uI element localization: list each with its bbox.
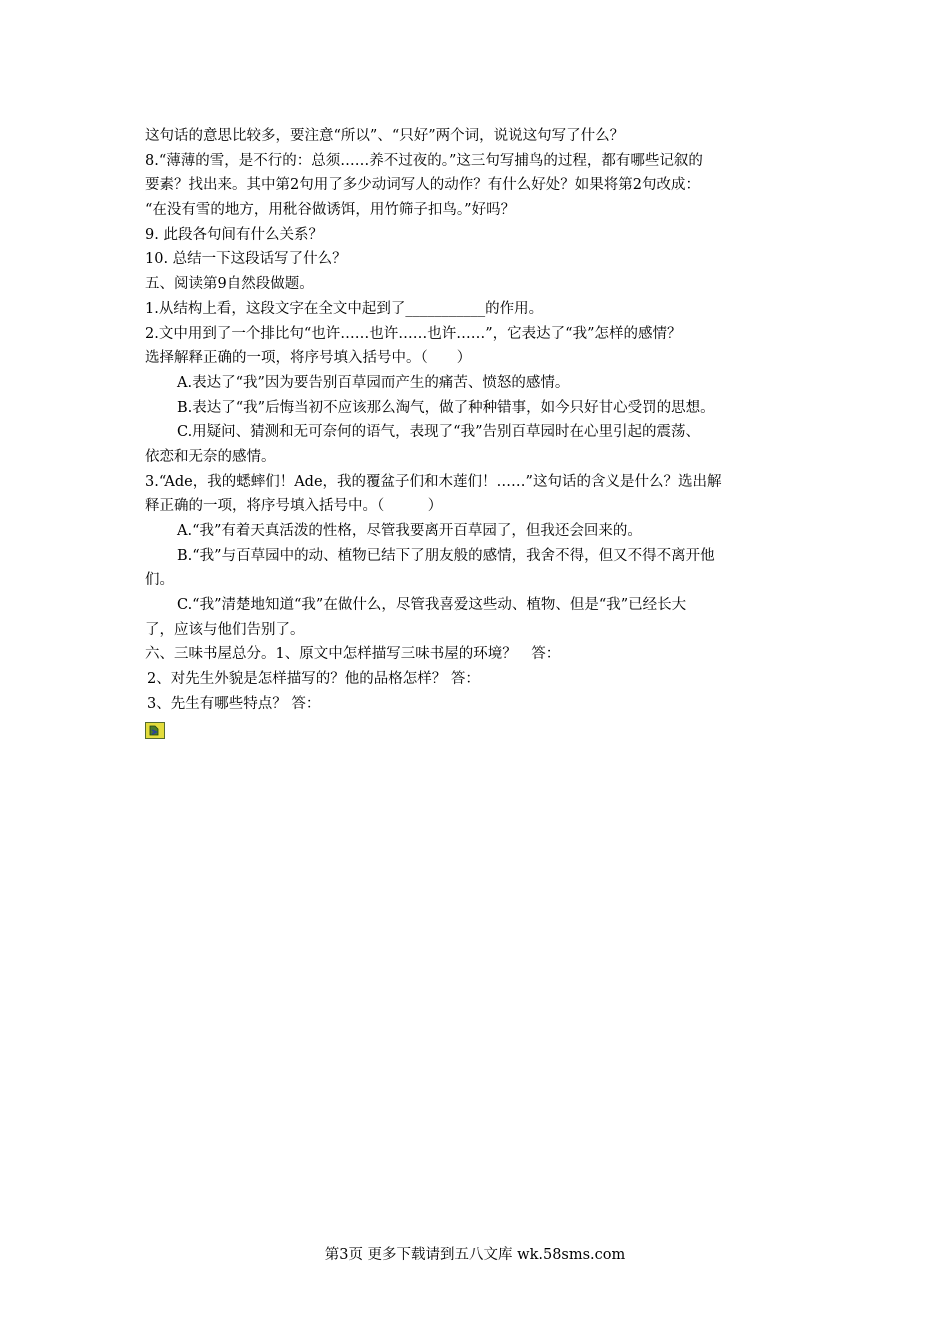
question-8-line: 8.“薄薄的雪，是不行的：总须……养不过夜的。”这三句写捕鸟的过程，都有哪些记叙的: [145, 152, 703, 169]
option-a: A.表达了“我”因为要告别百草园而产生的痛苦、愤怒的感情。: [177, 374, 570, 391]
page-footer: 第3页 更多下载请到五八文库 wk.58sms.com: [324, 1247, 626, 1263]
section-6-question-2: 2、对先生外貌是怎样描写的？他的品格怎样？ 答：: [147, 671, 480, 688]
question-9-line: 9. 此段各句间有什么关系？: [145, 226, 323, 243]
text-line: 们。: [145, 572, 174, 589]
text-line: 依恋和无奈的感情。: [145, 448, 276, 465]
option-b: B.表达了“我”后悔当初不应该那么淘气，做了种种错事，如今只好甘心受罚的思想。: [177, 399, 715, 416]
section-6-question-3: 3、先生有哪些特点？ 答：: [147, 695, 321, 712]
text-line: 选择解释正确的一项，将序号填入括号中。（ ）: [145, 350, 472, 367]
text-line: 这句话的意思比较多，要注意“所以”、“只好”两个词，说说这句写了什么？: [145, 128, 625, 144]
document-body: [145, 124, 810, 717]
text-line: 了，应该与他们告别了。: [145, 621, 305, 638]
text-line: 释正确的一项，将序号填入括号中。（ ）: [145, 498, 443, 515]
section-5-question-2: 2.文中用到了一个排比句“也许……也许……也许……”，它表达了“我”怎样的感情？: [145, 325, 682, 342]
document-link-icon[interactable]: [145, 722, 165, 739]
option-c: C.“我”清楚地知道“我”在做什么，尽管我喜爱这些动、植物、但是“我”已经长大: [177, 597, 687, 614]
section-5-heading: 五、阅读第9自然段做题。: [145, 276, 314, 293]
question-10-line: 10. 总结一下这段话写了什么？: [145, 251, 347, 268]
document-link-icon-glyph: [146, 723, 164, 738]
option-a: A.“我”有着天真活泼的性格，尽管我要离开百草园了，但我还会回来的。: [177, 523, 642, 539]
option-c: C.用疑问、猜测和无可奈何的语气，表现了“我”告别百草园时在心里引起的震荡、: [177, 424, 701, 441]
section-6-heading: 六、三味书屋总分。1、原文中怎样描写三味书屋的环境？ 答：: [145, 646, 561, 663]
text-line: 要素？找出来。其中第2句用了多少动词写人的动作？有什么好处？如果将第2句改成：: [145, 177, 700, 194]
section-5-question-3: 3.“Ade，我的蟋蟀们！Ade，我的覆盆子们和木莲们！……”这句话的含义是什么？选出解: [145, 473, 722, 490]
section-5-question-1: 1.从结构上看，这段文字在全文中起到了___________的作用。: [145, 300, 544, 317]
text-line: “在没有雪的地方，用秕谷做诱饵，用竹筛子扣鸟。”好吗？: [145, 202, 516, 219]
option-b: B.“我”与百草园中的动、植物已结下了朋友般的感情，我舍不得，但又不得不离开他: [177, 547, 715, 564]
